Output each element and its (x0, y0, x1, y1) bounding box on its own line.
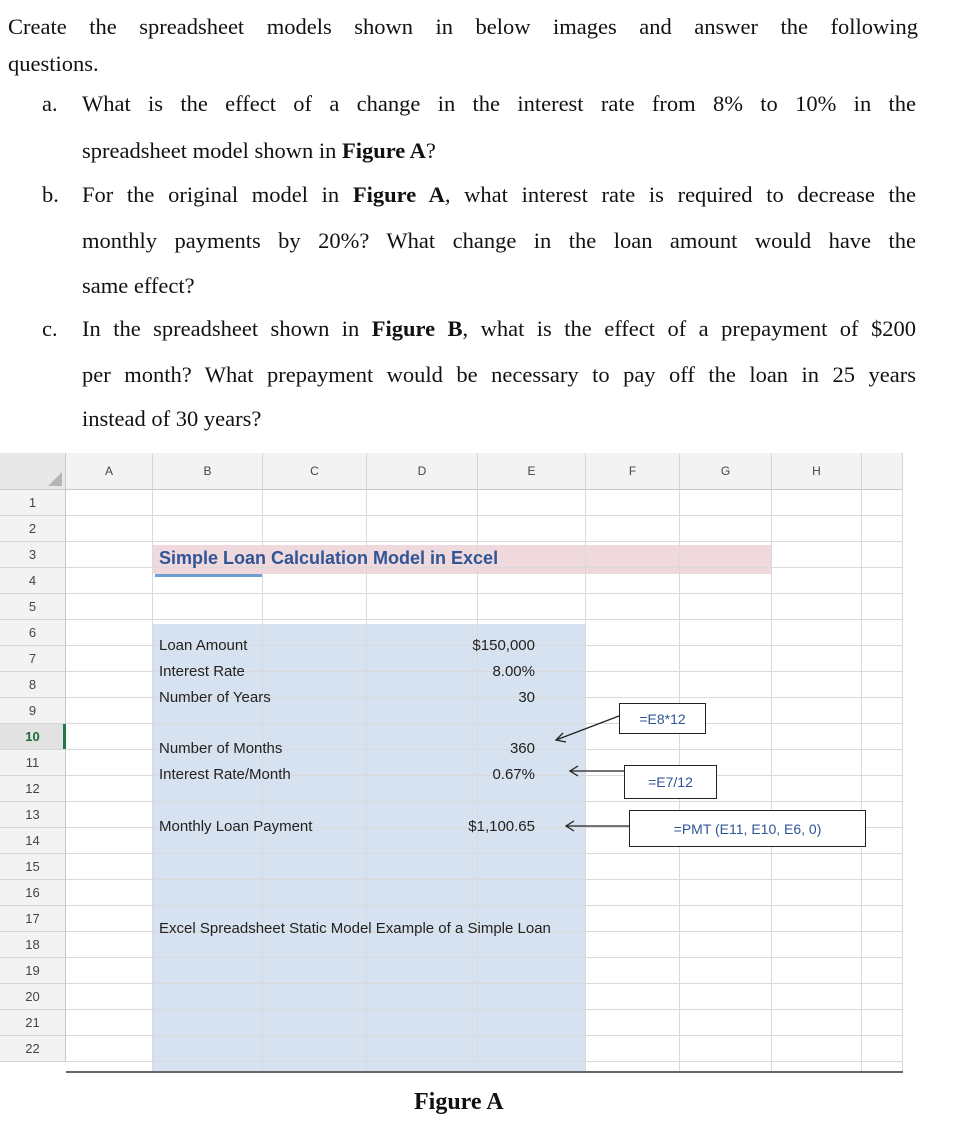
formula-callout-pmt: =PMT (E11, E10, E6, 0) (629, 810, 866, 847)
column-header-c[interactable]: C (263, 453, 367, 490)
question-b-label: b. (42, 182, 59, 207)
label-rate-month: Interest Rate/Month (159, 766, 291, 783)
row-header-17[interactable]: 17 (0, 906, 66, 932)
question-c (42, 316, 916, 446)
row-header-14[interactable]: 14 (0, 828, 66, 854)
value-number-months[interactable]: 360 (509, 740, 535, 757)
row-header-6[interactable]: 6 (0, 620, 66, 646)
value-interest-rate[interactable]: 8.00% (492, 663, 535, 680)
grid-line-horizontal (66, 1035, 903, 1036)
question-a (42, 91, 916, 171)
grid-line-horizontal (66, 515, 903, 516)
row-header-5[interactable]: 5 (0, 594, 66, 620)
label-number-months: Number of Months (159, 740, 283, 757)
grid-line-vertical (366, 490, 367, 1073)
row-header-22[interactable]: 22 (0, 1036, 66, 1062)
row-header-8[interactable]: 8 (0, 672, 66, 698)
sheet-caption: Excel Spreadsheet Static Model Example of a Simple Loan (159, 920, 551, 937)
row-header-4[interactable]: 4 (0, 568, 66, 594)
row-header-15[interactable]: 15 (0, 854, 66, 880)
grid-line-vertical (902, 490, 903, 1073)
row-header-3[interactable]: 3 (0, 542, 66, 568)
grid-line-horizontal (66, 879, 903, 880)
sheet-bottom-border (66, 1071, 903, 1073)
intro-text-cont: questions. (8, 51, 99, 76)
question-b-line2: monthly payments by 20%? What change in the loan amount would have the (82, 228, 916, 253)
intro-text: Create the spreadsheet models shown in below images and answer the following (8, 14, 918, 39)
value-number-years[interactable]: 30 (518, 689, 535, 706)
grid-line-horizontal (66, 983, 903, 984)
grid-line-horizontal (66, 619, 903, 620)
grid-line-horizontal (66, 853, 903, 854)
row-header-1[interactable]: 1 (0, 490, 66, 516)
row-header-16[interactable]: 16 (0, 880, 66, 906)
grid-line-vertical (771, 490, 772, 1073)
row-header-12[interactable]: 12 (0, 776, 66, 802)
column-header-e[interactable]: E (478, 453, 586, 490)
question-a-line2: spreadsheet model shown in Figure A? (82, 138, 436, 163)
row-header-19[interactable]: 19 (0, 958, 66, 984)
label-monthly-payment: Monthly Loan Payment (159, 818, 313, 835)
question-b (42, 182, 916, 312)
question-c-label: c. (42, 316, 58, 341)
row-header-11[interactable]: 11 (0, 750, 66, 776)
question-c-line1: In the spreadsheet shown in Figure B, what is the effect of a prepayment of $200 (82, 316, 916, 341)
grid-line-horizontal (66, 593, 903, 594)
row-header-21[interactable]: 21 (0, 1010, 66, 1036)
column-header-f[interactable]: F (586, 453, 680, 490)
row-header-9[interactable]: 9 (0, 698, 66, 724)
row-header-7[interactable]: 7 (0, 646, 66, 672)
row-header-13[interactable]: 13 (0, 802, 66, 828)
row-header-18[interactable]: 18 (0, 932, 66, 958)
select-all-corner[interactable] (0, 453, 66, 490)
value-loan-amount[interactable]: $150,000 (472, 637, 535, 654)
question-a-label: a. (42, 91, 58, 116)
grid-line-horizontal (66, 801, 903, 802)
question-b-line1: For the original model in Figure A, what interest rate is required to decrease the (82, 182, 916, 207)
formula-callout-months: =E8*12 (619, 703, 706, 734)
question-c-line3: instead of 30 years? (82, 406, 262, 431)
cell-underline (155, 574, 263, 577)
grid-line-horizontal (66, 723, 903, 724)
question-a-line1: What is the effect of a change in the interest rate from 8% to 10% in the (82, 91, 916, 116)
grid-line-vertical (585, 490, 586, 1073)
sheet-title: Simple Loan Calculation Model in Excel (159, 548, 499, 568)
column-header-a[interactable]: A (66, 453, 153, 490)
grid-line-horizontal (66, 1009, 903, 1010)
column-header-h[interactable]: H (772, 453, 862, 490)
grid-line-horizontal (66, 541, 903, 542)
figure-caption: Figure A (414, 1089, 504, 1115)
formula-callout-rate: =E7/12 (624, 765, 717, 799)
column-header-partial[interactable] (862, 453, 903, 490)
grid-line-vertical (477, 490, 478, 1073)
grid-line-vertical (861, 490, 862, 1073)
column-header-b[interactable]: B (153, 453, 263, 490)
label-loan-amount: Loan Amount (159, 637, 248, 654)
row-header-20[interactable]: 20 (0, 984, 66, 1010)
label-interest-rate: Interest Rate (159, 663, 245, 680)
row-header-2[interactable]: 2 (0, 516, 66, 542)
grid-line-horizontal (66, 957, 903, 958)
value-rate-month[interactable]: 0.67% (492, 766, 535, 783)
column-header-d[interactable]: D (367, 453, 478, 490)
value-monthly-payment[interactable]: $1,100.65 (468, 818, 535, 835)
question-b-line3: same effect? (82, 273, 195, 298)
column-header-g[interactable]: G (680, 453, 772, 490)
label-number-years: Number of Years (159, 689, 271, 706)
row-header-10[interactable]: 10 (0, 724, 66, 750)
grid-line-horizontal (66, 905, 903, 906)
grid-line-vertical (152, 490, 153, 1073)
grid-line-horizontal (66, 1061, 903, 1062)
question-c-line2: per month? What prepayment would be necessary to pay off the loan in 25 years (82, 362, 916, 387)
spreadsheet (0, 453, 903, 1073)
